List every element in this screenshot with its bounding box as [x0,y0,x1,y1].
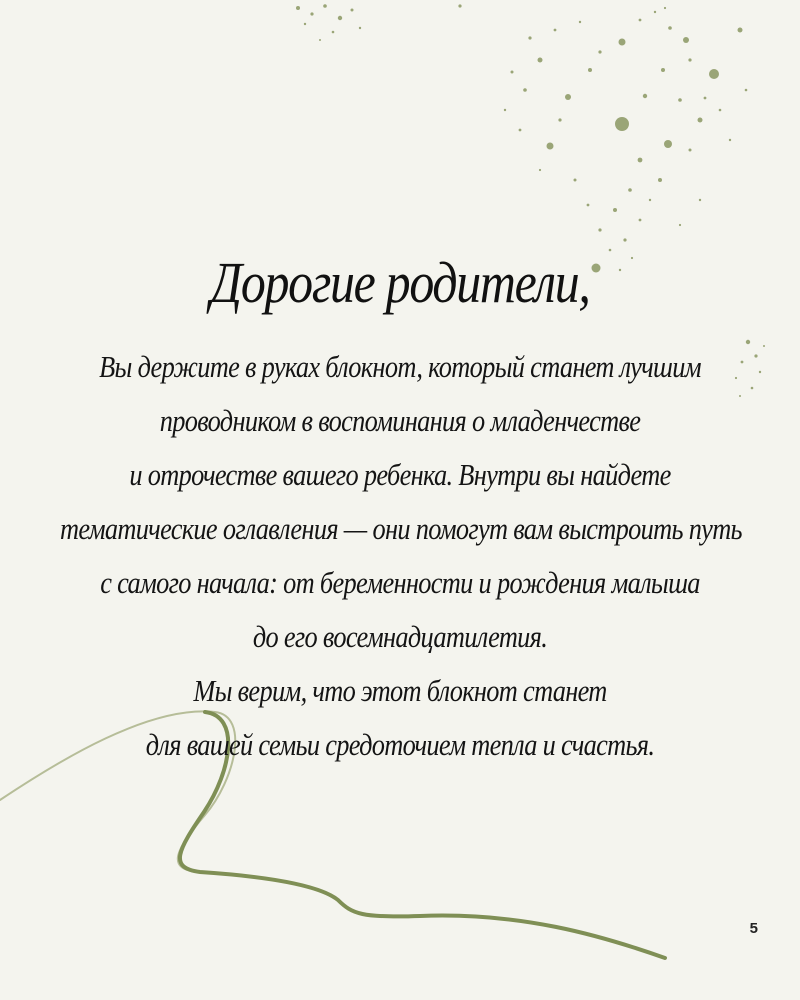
page-number: 5 [749,920,758,937]
page-title: Дорогие родители, [210,250,590,315]
paragraph-line: тематические оглавления — они помогут вам выстроить путь [60,511,742,546]
paragraph-line: с самого начала: от беременности и рождения малыша [100,565,700,600]
paragraph-line: Вы держите в руках блокнот, который станет лучшим [99,349,701,384]
paragraph-line: для вашей семьи средоточием тепла и счастья. [145,727,655,762]
paragraph-line: до его восемнадцатилетия. [252,619,548,654]
intro-paragraph [60,340,740,772]
paragraph-line: и отрочестве вашего ребенка. Внутри вы найдете [129,457,671,492]
paragraph-line: Мы верим, что этот блокнот станет [193,673,607,708]
paragraph-line: проводником в воспоминания о младенчестве [159,403,641,438]
